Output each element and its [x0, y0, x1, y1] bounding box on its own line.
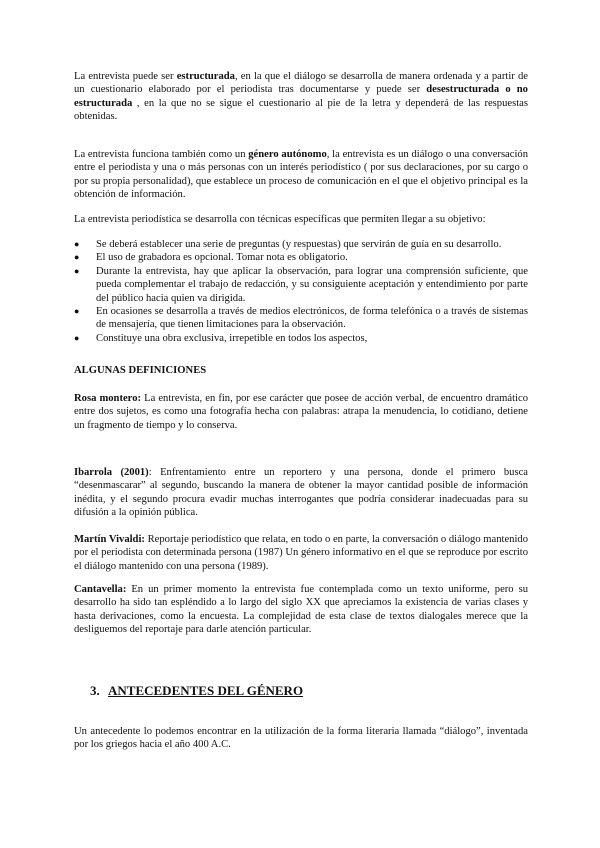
bold-term: desestructurada o no estructurada — [74, 84, 528, 109]
list-item-text: Constituye una obra exclusiva, irrepetible en todos los aspectos, — [96, 332, 368, 344]
text-run: , en la que el diálogo se desarrolla de manera ordenada y a partir de un cuestionario elaborado por el periodista tras documentarse y puede ser — [74, 71, 528, 96]
section-number: 3. — [90, 683, 100, 698]
list-item-text: Durante la entrevista, hay que aplicar la observación, para lograr una comprensión suficiente, que pueda complementar el trabajo de redacción, y su consiguiente aceptación y entendimiento por parte del público hacia quien va dirigida. — [96, 265, 528, 304]
list-item — [74, 251, 528, 264]
definition-text: En un primer momento la entrevista fue contemplada como un texto uniforme, pero su desarrollo ha sido tan espléndido a lo largo del siglo XX que apreciamos la existencia de varias clases y hasta derivaciones, como la encuesta. La complejidad de esta clase de textos dialogales merece que la desliguemos del reportaje para darle atención particular. — [74, 584, 528, 636]
text-run: , en la que no se sigue el cuestionario al pie de la letra y dependerá de las respuestas obtenidas. — [74, 97, 528, 123]
definition-text: Reportaje periodístico que relata, en todo o en parte, la conversación o diálogo mantenido por el periodista con determinada persona (1987) Un género informativo en el que se reproduce por escrito el diálogo mantenido con una persona (1989). — [74, 534, 529, 572]
paragraph-techniques-intro: La entrevista periodística se desarrolla con técnicas específicas que permiten llegar a su objetivo: — [74, 214, 486, 225]
paragraph-antecedent: Un antecedente lo podemos encontrar en la utilización de la forma literaria llamada “diálogo”, inventada por los griegos hacia el año 400 A.C. — [74, 726, 528, 751]
definition-martin-vivaldi — [74, 533, 528, 573]
bullet-icon: ● — [74, 252, 80, 263]
definition-author: Ibarrola (2001) — [74, 467, 149, 478]
list-item — [74, 265, 528, 305]
bullet-icon: ● — [74, 239, 80, 249]
definition-author: Rosa montero: — [74, 393, 142, 404]
definition-author: Cantavella: — [74, 584, 127, 595]
definition-text: : Enfrentamiento entre un reportero y una persona, donde el primero busca “desenmascarar” al segundo, buscando la manera de obtener la mayor cantidad posible de información inédita, y el segundo procura evadir muchas interrogantes que podría considerar inadecuadas para su difusión a la opinión pública. — [74, 467, 528, 519]
bold-term: género autónomo — [248, 149, 327, 160]
bullet-icon: ● — [74, 306, 80, 317]
paragraph-autonomous-genre — [74, 148, 528, 202]
paragraph-structured-interview — [74, 70, 528, 124]
list-item-text: Se deberá establecer una serie de preguntas (y respuestas) que servirán de guía en su desarrollo. — [96, 239, 502, 250]
definition-author: Martín Vivaldi: — [74, 534, 145, 545]
section-title: ANTECEDENTES DEL GÉNERO — [108, 683, 304, 698]
list-item-text: En ocasiones se desarrolla a través de medios electrónicos, de forma telefónica o a través de sistemas de mensajería, que tienen limitaciones para la observación. — [96, 306, 528, 331]
list-item — [74, 332, 528, 345]
text-run: La entrevista funciona también como un — [74, 149, 249, 160]
list-item — [74, 238, 528, 251]
bullet-icon: ● — [74, 265, 80, 276]
definitions-heading: ALGUNAS DEFINICIONES — [74, 365, 207, 376]
list-item-text: El uso de grabadora es opcional. Tomar nota es obligatorio. — [96, 252, 348, 264]
definition-cantavella — [74, 583, 528, 637]
techniques-list — [74, 238, 528, 345]
text-run: , la entrevista es un diálogo o una conversación entre el periodista y una o más personas con un interés periodístico ( por sus declaraciones, por su cargo o por su propia personalidad), que establece un proceso de comunicación en el que el objetivo principal es la obtención de información. — [74, 149, 529, 201]
bullet-icon: ● — [74, 332, 80, 343]
section-heading — [90, 684, 303, 697]
text-run: La entrevista puede ser — [74, 71, 177, 82]
list-item — [74, 305, 528, 332]
definition-text: La entrevista, en fin, por ese carácter que posee de acción verbal, de encuentro dramático entre dos sujetos, es como una fotografía hecha con palabras: atrapa la menudencia, lo cotidiano, detiene un fragmento de tiempo y lo conserva. — [74, 393, 528, 431]
definition-rosa-montero — [74, 392, 528, 432]
bold-term: estructurada — [176, 71, 235, 82]
definition-ibarrola — [74, 466, 528, 520]
